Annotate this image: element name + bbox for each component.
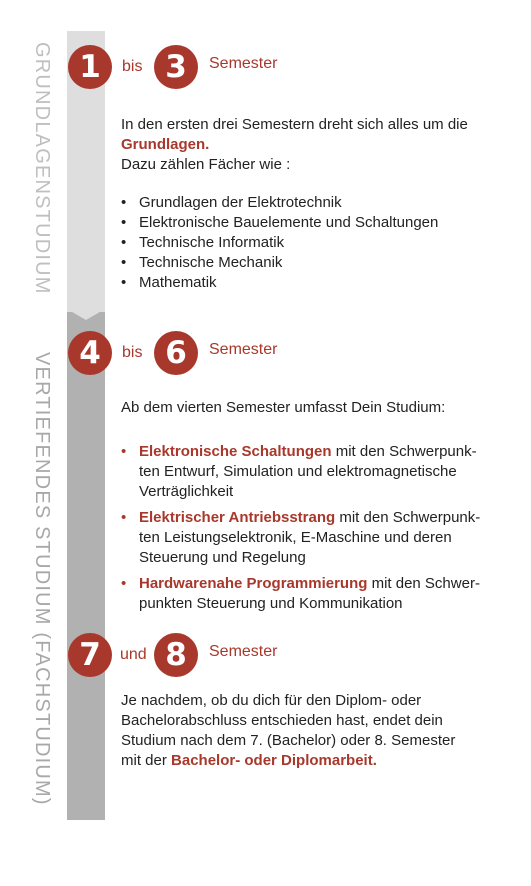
list-item: • Technische Informatik: [121, 233, 438, 253]
timeline-bar-advanced: [67, 312, 105, 820]
phase3-line: Je nachdem, ob du dich für den Diplom- oder: [121, 692, 422, 709]
semester-badge-7: 7: [68, 633, 112, 677]
connector-bis-2: bis: [122, 344, 143, 361]
focus-title: Elektronische Schaltungen: [139, 443, 332, 460]
semester-label-3: Semester: [209, 643, 278, 660]
focus-text: mit den Schwerpunk-: [335, 509, 481, 526]
semester-badge-8: 8: [154, 633, 198, 677]
list-item: [121, 508, 480, 568]
phase3-description: [121, 691, 455, 771]
semester-badge-4: 4: [68, 331, 112, 375]
list-item: [121, 442, 480, 502]
connector-bis-1: bis: [122, 58, 143, 75]
phase1-intro-2: Dazu zählen Fächer wie :: [121, 156, 291, 173]
list-item: • Technische Mechanik: [121, 253, 438, 273]
focus-text: ten Leistungselektronik, E-Maschine und deren: [139, 529, 452, 546]
phase3-line: Studium nach dem 7. (Bachelor) oder 8. Semester: [121, 732, 456, 749]
semester-label-1: Semester: [209, 55, 278, 72]
focus-text: mit den Schwerpunk-: [331, 443, 477, 460]
semester-badge-6: 6: [154, 331, 198, 375]
phase1-vertical-label: GRUNDLAGENSTUDIUM: [31, 42, 53, 295]
focus-title: Hardwarenahe Programmierung: [139, 575, 368, 592]
list-item: • Grundlagen der Elektrotechnik: [121, 193, 438, 213]
connector-und: und: [120, 646, 147, 663]
phase2-intro: Ab dem vierten Semester umfasst Dein Studium:: [121, 399, 446, 416]
focus-title: Elektrischer Antriebsstrang: [139, 509, 336, 526]
semester-label-2: Semester: [209, 341, 278, 358]
phase1-description: [121, 115, 468, 175]
focus-text: Verträglichkeit: [139, 483, 234, 500]
list-item: • Mathematik: [121, 273, 438, 293]
semester-badge-1: 1: [68, 45, 112, 89]
subject-list: [121, 193, 438, 293]
focus-list: [121, 442, 480, 620]
thesis-highlight: Bachelor- oder Diplomarbeit: [171, 752, 373, 769]
phase1-highlight: Grundlagen.: [121, 136, 210, 153]
focus-text: Steuerung und Regelung: [139, 549, 306, 566]
phase3-line: mit der: [121, 752, 172, 769]
focus-text: punkten Steuerung und Kommunikation: [139, 595, 403, 612]
list-item: • Elektronische Bauelemente und Schaltungen: [121, 213, 438, 233]
focus-text: ten Entwurf, Simulation und elektromagnetische: [139, 463, 457, 480]
phase1-intro: In den ersten drei Semestern dreht sich alles um die: [121, 116, 468, 133]
phase3-line: Bachelorabschluss entschieden hast, endet dein: [121, 712, 443, 729]
phase2-vertical-label: VERTIEFENDES STUDIUM (FACHSTUDIUM): [31, 352, 53, 806]
semester-badge-3: 3: [154, 45, 198, 89]
list-item: [121, 574, 480, 614]
phase3-period: .: [372, 752, 377, 769]
timeline-arrow-notch: [67, 299, 105, 321]
focus-text: mit den Schwer-: [367, 575, 480, 592]
